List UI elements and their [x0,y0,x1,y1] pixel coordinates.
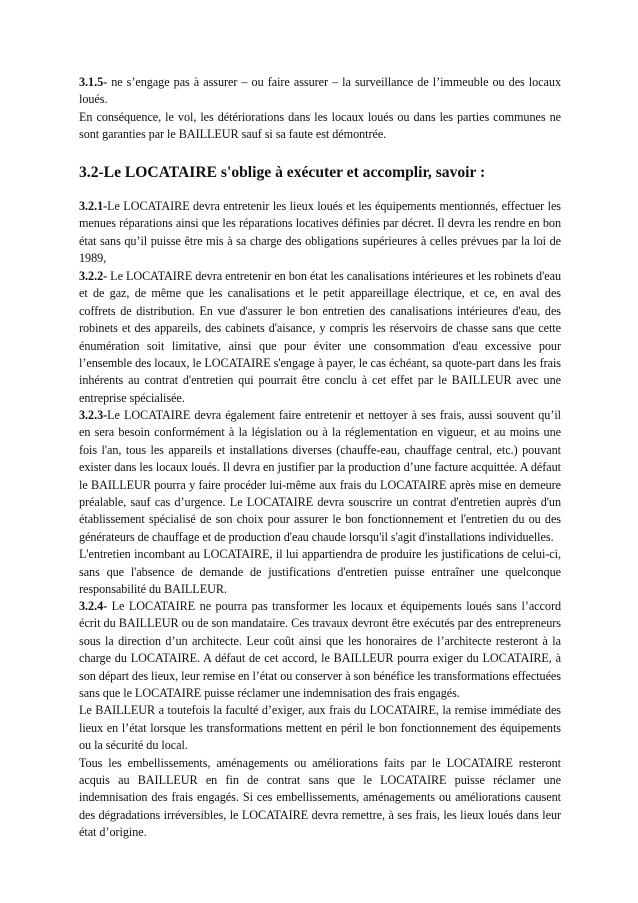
article-number: 3.2.1- [79,199,108,213]
article-text: Le LOCATAIRE ne pourra pas transformer les locaux et équipements loués sans l’accord écrit du BAILLEUR ou de son mandataire. Ces travaux devront être exécutés par des entrepreneurs sous la direction d’un architecte. Leur coût ainsi que les honoraires de l’architecte resteront à la charge du LOCATAIRE. A défaut de cet accord, le BAILLEUR pourra exiger du LOCATAIRE, à son départ des lieux, leur remise en l’état ou conserver à son bénéfice les transformations effectuées sans que le LOCATAIRE puisse réclamer une indemnisation des frais engagés. [79,599,561,701]
article-3-1-5 [79,74,561,144]
article-text: Le LOCATAIRE devra également faire entretenir et nettoyer à ses frais, aussi souvent qu’il en sera besoin conformément à la législation ou à la réglementation en vigueur, et au moins une fois l'an, tous les appareils et installations diverses (chauffe-eau, chauffage central, etc.) pouvant exister dans les locaux loués. Il devra en justifier par la production d’une facture acquittée. A défaut le BAILLEUR pourra y faire procéder lui-même aux frais du LOCATAIRE après mise en demeure préalable, sauf cas d’urgence. Le LOCATAIRE devra souscrire un contrat d'entretien auprès d'un établissement spécialisé de son choix pour assurer le bon fonctionnement et l'entretien du ou des générateurs de chauffage et de production d'eau chaude lorsqu'il s'agit d'installations individuelles. [79,408,561,544]
article-number: 3.1.5- [79,75,108,89]
article-number: 3.2.2- [79,269,108,283]
article-3-2-3-paragraph-2: L'entretien incombant au LOCATAIRE, il lui appartiendra de produire les justifications de celui-ci, sans que l'absence de demande de justifications d'entretien puisse entraîner une quelconque responsabilité du BAILLEUR. [79,547,561,597]
article-3-2-2-paragraph-1 [79,268,561,407]
article-3-2-1-paragraph-1 [79,198,561,268]
section-heading-3-2: 3.2-Le LOCATAIRE s'oblige à exécuter et accomplir, savoir : [79,164,486,181]
article-3-2-4-paragraph-2: Le BAILLEUR a toutefois la faculté d’exiger, aux frais du LOCATAIRE, la remise immédiate des lieux en l’état lorsque les transformations mettent en péril le bon fonctionnement des équipements ou la sécurité du local. [79,703,561,753]
article-3-2-2 [79,268,561,407]
article-3-1-5-paragraph-2: En conséquence, le vol, les détériorations dans les locaux loués ou dans les parties communes ne sont garanties par le BAILLEUR sauf si sa faute est démontrée. [79,109,561,142]
article-3-2-4 [79,598,561,842]
article-3-2-3-paragraph-1 [79,407,561,546]
article-3-2-4-paragraph-1 [79,598,561,702]
article-3-1-5-paragraph-1 [79,74,561,109]
article-3-2-3 [79,407,561,598]
article-3-2-4-paragraph-3: Tous les embellissements, aménagements ou améliorations faits par le LOCATAIRE resteront acquis au BAILLEUR en fin de contrat sans que le LOCATAIRE puisse réclamer une indemnisation des frais engagés. Si ces embellissements, aménagements ou améliorations causent des dégradations irréversibles, le LOCATAIRE devra remettre, à ses frais, les lieux loués dans leur état d’origine. [79,755,561,840]
article-text: Le LOCATAIRE devra entretenir en bon état les canalisations intérieures et les robinets d'eau et de gaz, de même que les canalisations et le petit appareillage électrique, et ce, en aval des coffrets de distribution. En vue d'assurer le bon entretien des canalisations intérieures d'eau, des robinets et des appareils, des cabinets d'aisance, y compris les réservoirs de chasse sans que cette énumération soit limitative, ainsi que pour éviter une consommation d'eau excessive pour l’ensemble des locaux, le LOCATAIRE s'engage à payer, le cas échéant, sa quote-part dans les frais inhérents au contrat d'entretien qui pourrait être conclu à cet effet par le BAILLEUR avec une entreprise spécialisée. [79,269,561,405]
article-3-2-1 [79,198,561,268]
article-text: Le LOCATAIRE devra entretenir les lieux loués et les équipements mentionnés, effectuer les menues réparations ainsi que les réparations locatives définies par décret. Il devra les rendre en bon état sans qu’il puisse être mis à sa charge des obligations supérieures à celles prévues par la loi de 1989, [79,199,561,266]
article-number: 3.2.3- [79,408,108,422]
article-text: ne s’engage pas à assurer – ou faire assurer – la surveillance de l’immeuble ou des locaux loués. [79,75,561,107]
article-number: 3.2.4- [79,599,108,613]
